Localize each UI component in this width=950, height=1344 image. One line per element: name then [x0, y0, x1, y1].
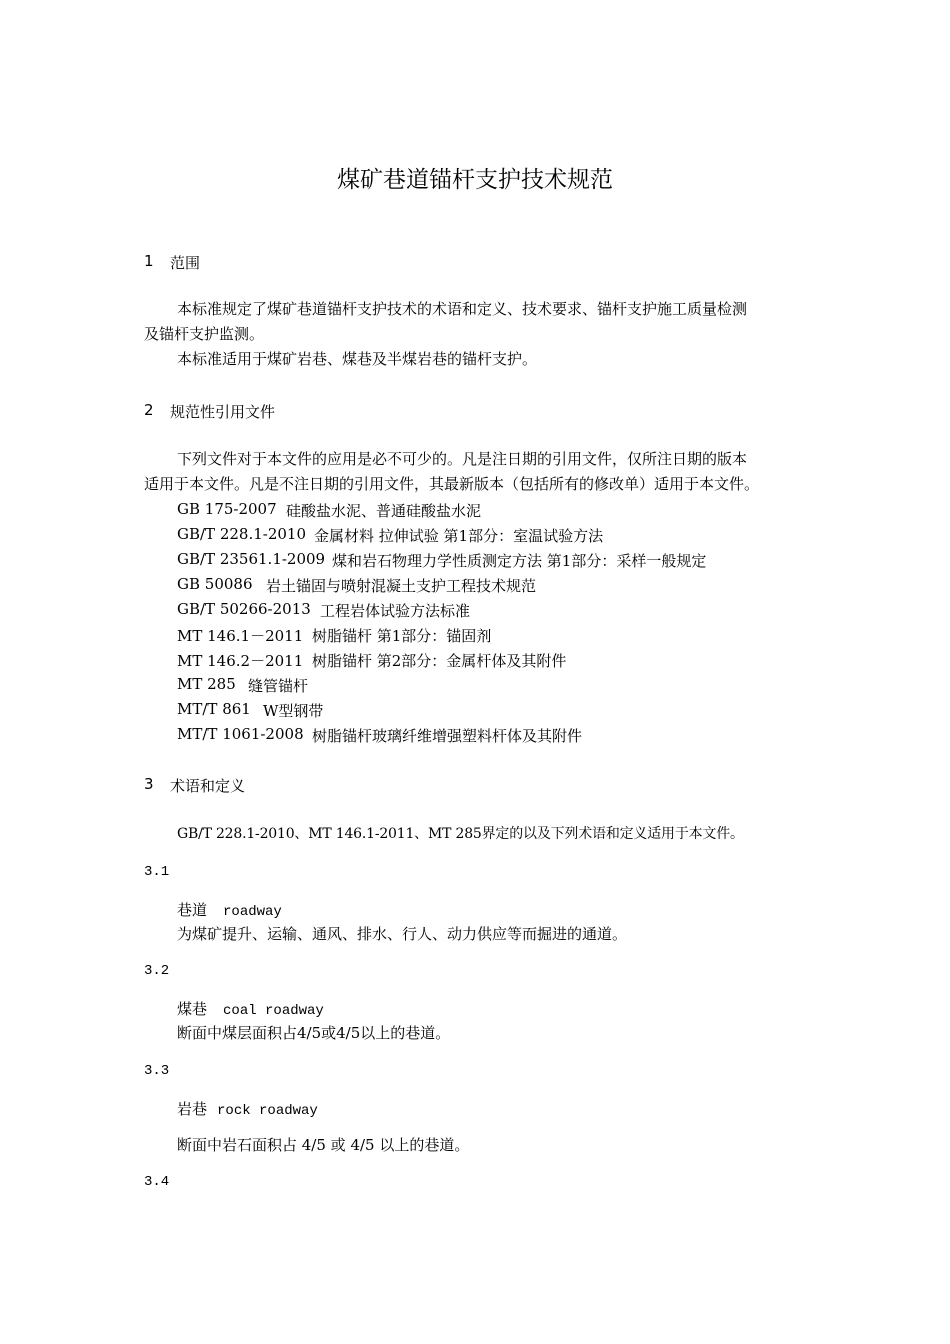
reference-name: 树脂锚杆玻璃纤维增强塑料杆体及其附件	[312, 727, 583, 745]
scope-paragraph-1-line-2: 及锚杆支护监测。	[144, 325, 265, 343]
term-english: rock roadway	[217, 1103, 318, 1119]
term-definition: 断面中岩石面积占 4/5 或 4/5 以上的巷道。	[177, 1136, 470, 1154]
terms-intro: GB/T 228.1-2010、MT 146.1-2011、MT 285界定的以及下列术语和定义适用于本文件。	[177, 826, 744, 842]
term-chinese: 煤巷	[177, 1000, 208, 1018]
reference-code: MT/T 861	[177, 700, 251, 718]
reference-code: MT 146.2－2011	[177, 652, 304, 670]
reference-name: W型钢带	[263, 702, 324, 720]
reference-name: 工程岩体试验方法标准	[320, 602, 471, 620]
term-heading	[177, 899, 282, 920]
term-definition: 断面中煤层面积占4/5或4/5以上的巷道。	[177, 1024, 451, 1042]
clause-number: 3.3	[144, 1063, 170, 1079]
clause-number: 3.1	[144, 864, 170, 880]
section-2-number: 2	[144, 401, 154, 419]
term-heading	[177, 1098, 318, 1119]
scope-paragraph-1-line-1: 本标准规定了煤矿巷道锚杆支护技术的术语和定义、技术要求、锚杆支护施工质量检测	[177, 300, 748, 318]
reference-name: 煤和岩石物理力学性质测定方法 第1部分：采样一般规定	[332, 552, 707, 570]
section-1-number: 1	[144, 252, 154, 270]
term-heading	[177, 998, 324, 1019]
scope-paragraph-2: 本标准适用于煤矿岩巷、煤巷及半煤岩巷的锚杆支护。	[177, 350, 538, 368]
term-english: roadway	[223, 904, 282, 920]
reference-code: MT/T 1061-2008	[177, 725, 304, 743]
reference-code: GB 50086	[177, 575, 253, 593]
reference-name: 树脂锚杆 第2部分：金属杆体及其附件	[312, 652, 567, 670]
reference-name: 缝管锚杆	[248, 677, 309, 695]
section-3-title: 术语和定义	[170, 777, 246, 795]
reference-code: GB 175-2007	[177, 500, 277, 518]
clause-number: 3.4	[144, 1174, 170, 1190]
references-intro-line-1: 下列文件对于本文件的应用是必不可少的。凡是注日期的引用文件，仅所注日期的版本	[177, 450, 748, 468]
document-title: 煤矿巷道锚杆支护技术规范	[337, 167, 613, 193]
term-definition: 为煤矿提升、运输、通风、排水、行人、动力供应等而掘进的通道。	[177, 925, 628, 943]
term-chinese: 巷道	[177, 901, 208, 919]
reference-name: 岩土锚固与喷射混凝土支护工程技术规范	[266, 577, 537, 595]
reference-name: 金属材料 拉伸试验 第1部分：室温试验方法	[314, 527, 604, 545]
section-1-title: 范围	[170, 254, 201, 272]
section-2-title: 规范性引用文件	[170, 403, 276, 421]
reference-name: 树脂锚杆 第1部分：锚固剂	[312, 627, 492, 645]
references-intro-line-2: 适用于本文件。凡是不注日期的引用文件，其最新版本（包括所有的修改单）适用于本文件。	[144, 475, 760, 493]
reference-code: MT 285	[177, 675, 236, 693]
reference-code: GB/T 23561.1-2009	[177, 550, 326, 568]
clause-number: 3.2	[144, 963, 170, 979]
reference-code: GB/T 50266-2013	[177, 600, 311, 618]
term-english: coal roadway	[223, 1003, 324, 1019]
reference-code: MT 146.1－2011	[177, 627, 304, 645]
reference-name: 硅酸盐水泥、普通硅酸盐水泥	[286, 502, 482, 520]
section-3-number: 3	[144, 775, 154, 793]
term-chinese: 岩巷	[177, 1100, 208, 1118]
reference-code: GB/T 228.1-2010	[177, 525, 307, 543]
